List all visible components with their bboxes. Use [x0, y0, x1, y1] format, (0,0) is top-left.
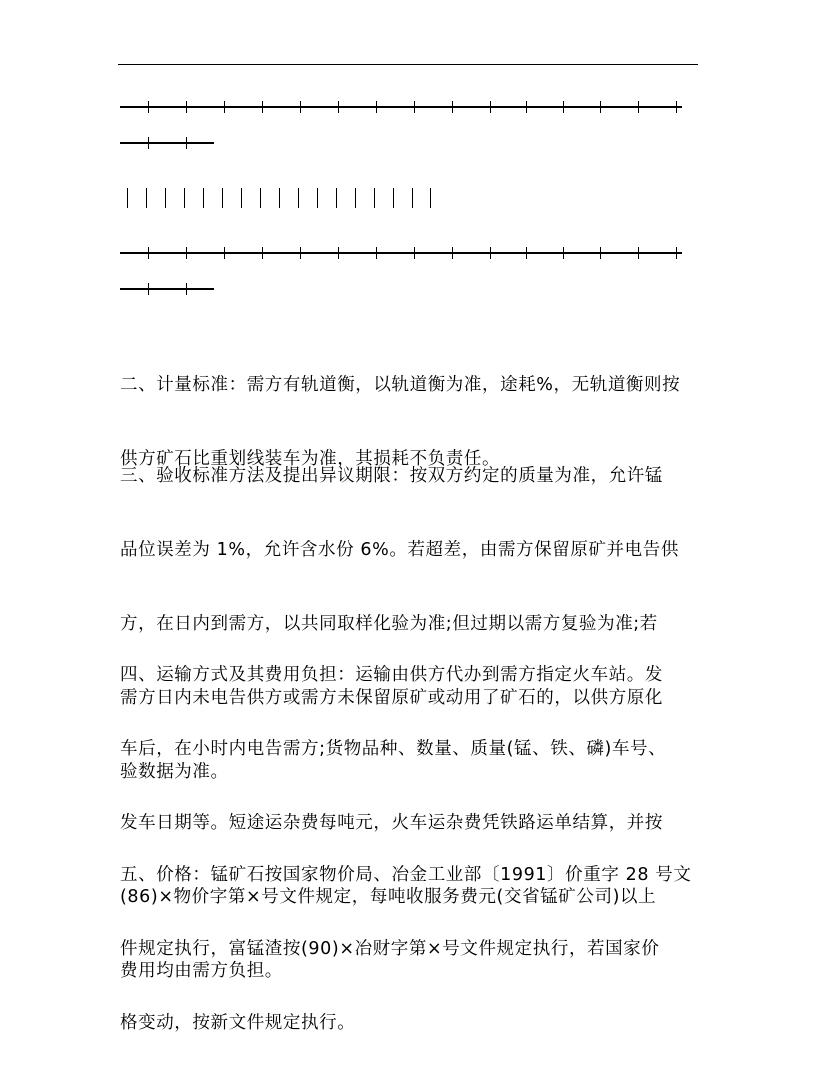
text-line: 二、计量标准：需方有轨道衡，以轨道衡为准，途耗%，无轨道衡则按 — [120, 375, 681, 395]
text-line: 需方日内未电告供方或需方未保留原矿或动用了矿石的，以供方原化 — [120, 688, 663, 708]
form-line-row-4 — [120, 283, 214, 295]
vertical-bar-row — [127, 188, 447, 210]
text-line: (86)×物价字第×号文件规定，每吨收服务费元(交省锰矿公司)以上 — [120, 887, 657, 907]
text-line: 件规定执行，富锰渣按(90)×冶财字第×号文件规定执行，若国家价 — [120, 939, 660, 959]
form-line-row-3 — [120, 247, 682, 259]
text-line: 发车日期等。短途运杂费每吨元，火车运杂费凭铁路运单结算，并按 — [120, 813, 663, 833]
header-rule — [118, 64, 698, 65]
text-line: 五、价格：锰矿石按国家物价局、冶金工业部〔1991〕价重字 28 号文 — [120, 865, 692, 885]
text-line: 四、运输方式及其费用负担：运输由供方代办到需方指定火车站。发 — [120, 665, 663, 685]
clause-price — [120, 820, 700, 1079]
text-line: 品位误差为 1%，允许含水份 6%。若超差，由需方保留原矿并电告供 — [120, 540, 679, 560]
text-line: 车后，在小时内电告需方;货物品种、数量、质量(锰、铁、磷)车号、 — [120, 739, 667, 759]
text-line: 供方矿石比重划线装车为准，其损耗不负责任。 — [120, 449, 501, 469]
text-line: 三、验收标准方法及提出异议期限：按双方约定的质量为准，允许锰 — [120, 466, 663, 486]
text-line: 格变动，按新文件规定执行。 — [120, 1013, 356, 1033]
form-line-row-1 — [120, 101, 682, 113]
text-line: 验数据为准。 — [120, 762, 229, 782]
form-line-row-2 — [120, 137, 214, 149]
text-line: 方，在日内到需方，以共同取样化验为准;但过期以需方复验为准;若 — [120, 614, 658, 634]
text-line: 费用均由需方负担。 — [120, 961, 283, 981]
